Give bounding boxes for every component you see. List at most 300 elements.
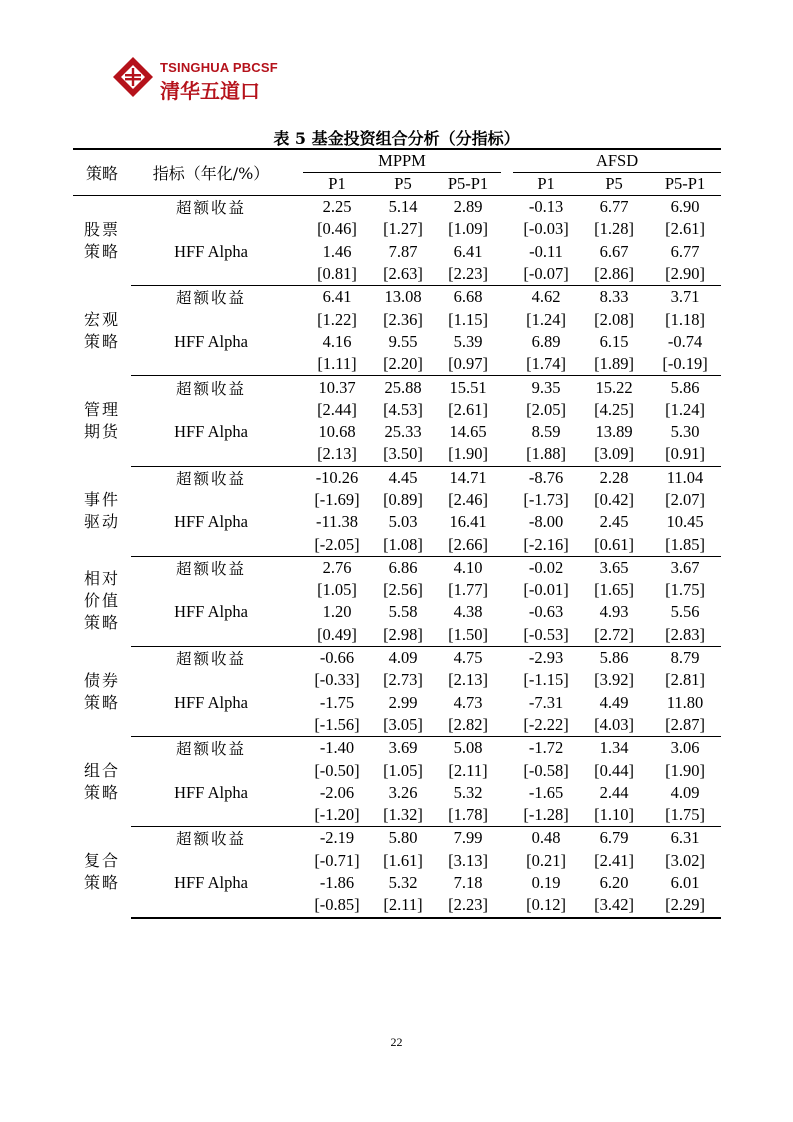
value-cell: -0.13 xyxy=(528,197,564,217)
t-stat-cell: [-0.71] xyxy=(314,850,360,870)
table-body xyxy=(73,196,721,918)
indicator-label: HFF Alpha xyxy=(174,602,248,622)
logo-emblem-icon xyxy=(112,56,154,98)
strategy-label-line: 宏观 xyxy=(83,309,120,329)
t-stat-cell: [1.74] xyxy=(513,353,579,376)
indicator-label: HFF Alpha xyxy=(174,422,248,442)
t-stat-cell: [2.81] xyxy=(665,670,705,690)
t-stat-cell: [0.12] xyxy=(513,894,579,917)
table-row xyxy=(73,533,721,556)
value-cell: 4.09 xyxy=(388,648,418,668)
strategy-label-line: 策略 xyxy=(83,613,120,633)
table-row xyxy=(73,827,721,850)
table-row xyxy=(73,489,721,511)
t-stat-cell: [3.42] xyxy=(579,894,649,917)
spacer-cell xyxy=(291,714,303,737)
spacer-cell xyxy=(291,376,303,399)
value-cell: 5.14 xyxy=(388,197,418,217)
spacer-cell xyxy=(501,353,513,376)
value-cell: 2.44 xyxy=(599,782,629,802)
t-stat-cell: [1.22] xyxy=(317,309,357,329)
indicator-label: 超额收益 xyxy=(175,740,246,759)
value-cell: 4.45 xyxy=(388,467,418,487)
t-stat-cell: [4.25] xyxy=(594,399,634,419)
spacer-cell xyxy=(291,533,303,556)
spacer-cell xyxy=(501,308,513,330)
t-stat-cell: [2.66] xyxy=(435,533,501,556)
t-stat-cell: [1.61] xyxy=(383,850,423,870)
value-cell: 4.62 xyxy=(531,287,561,307)
table-row xyxy=(73,511,721,533)
t-stat-cell: [2.20] xyxy=(371,353,435,376)
t-stat-cell: [1.11] xyxy=(303,353,371,376)
indicator-label xyxy=(131,714,291,737)
spacer-cell xyxy=(291,556,303,579)
spacer-cell xyxy=(291,196,303,219)
t-stat-cell: [2.41] xyxy=(594,850,634,870)
spacer-cell xyxy=(501,241,513,263)
t-stat-cell: [-1.28] xyxy=(513,804,579,827)
value-cell: 5.56 xyxy=(670,602,700,622)
value-cell: 8.59 xyxy=(531,422,561,442)
t-stat-cell: [-0.58] xyxy=(523,760,569,780)
table-row xyxy=(73,218,721,240)
indicator-label xyxy=(131,399,291,421)
value-cell: 2.76 xyxy=(322,557,352,577)
indicator-label: HFF Alpha xyxy=(174,692,248,712)
spacer-cell xyxy=(501,556,513,579)
value-cell: 6.79 xyxy=(599,828,629,848)
spacer-cell xyxy=(501,759,513,781)
spacer-cell xyxy=(291,782,303,804)
value-cell: 13.08 xyxy=(384,287,422,307)
t-stat-cell: [1.10] xyxy=(579,804,649,827)
value-cell: 5.80 xyxy=(388,828,418,848)
strategy-label-line: 策略 xyxy=(83,692,120,712)
spacer-cell xyxy=(291,443,303,466)
t-stat-cell: [2.23] xyxy=(435,263,501,286)
strategy-label-line: 策略 xyxy=(83,873,120,893)
value-cell: 3.65 xyxy=(599,557,629,577)
value-cell: -10.26 xyxy=(315,467,359,487)
t-stat-cell: [1.65] xyxy=(594,580,634,600)
t-stat-cell: [2.13] xyxy=(448,670,488,690)
indicator-label xyxy=(131,308,291,330)
t-stat-cell: [1.90] xyxy=(665,760,705,780)
spacer-cell xyxy=(291,850,303,872)
t-stat-cell: [1.90] xyxy=(435,443,501,466)
table-row xyxy=(73,308,721,330)
table-row xyxy=(73,579,721,601)
table-row xyxy=(73,353,721,376)
t-stat-cell: [1.77] xyxy=(448,580,488,600)
strategy-label-line: 债券 xyxy=(83,670,120,690)
table-row xyxy=(73,466,721,489)
value-cell: 1.34 xyxy=(599,738,629,758)
value-cell: -1.75 xyxy=(319,692,355,712)
indicator-label xyxy=(131,759,291,781)
t-stat-cell: [0.97] xyxy=(435,353,501,376)
logo-text-en: TSINGHUA PBCSF xyxy=(160,60,278,75)
t-stat-cell: [-0.33] xyxy=(314,670,360,690)
value-cell: 5.32 xyxy=(453,782,483,802)
indicator-label xyxy=(131,669,291,691)
spacer-cell xyxy=(291,827,303,850)
t-stat-cell: [-1.15] xyxy=(523,670,569,690)
spacer-cell xyxy=(501,782,513,804)
t-stat-cell: [1.85] xyxy=(649,533,721,556)
value-cell: 6.90 xyxy=(670,197,700,217)
t-stat-cell: [2.82] xyxy=(435,714,501,737)
t-stat-cell: [1.78] xyxy=(435,804,501,827)
value-cell: 6.20 xyxy=(599,873,629,893)
t-stat-cell: [2.44] xyxy=(317,399,357,419)
t-stat-cell: [2.08] xyxy=(594,309,634,329)
spacer-cell xyxy=(291,759,303,781)
value-cell: 2.28 xyxy=(599,467,629,487)
value-cell: 0.48 xyxy=(531,828,561,848)
value-cell: -1.40 xyxy=(319,738,355,758)
value-cell: 11.04 xyxy=(666,467,704,487)
t-stat-cell: [2.61] xyxy=(665,219,705,239)
t-stat-cell: [0.49] xyxy=(303,624,371,647)
indicator-label: 超额收益 xyxy=(175,830,246,849)
spacer-cell xyxy=(291,737,303,760)
t-stat-cell: [1.05] xyxy=(383,760,423,780)
strategy-label-line: 事件 xyxy=(83,490,120,510)
t-stat-cell: [3.09] xyxy=(579,443,649,466)
value-cell: 5.86 xyxy=(599,648,629,668)
strategy-cell xyxy=(73,196,131,286)
value-cell: 8.33 xyxy=(599,287,629,307)
value-cell: -0.11 xyxy=(529,241,563,261)
value-cell: 2.45 xyxy=(599,512,629,532)
table-row xyxy=(73,782,721,804)
spacer-cell xyxy=(291,399,303,421)
strategy-label-line: 管理 xyxy=(83,399,120,419)
value-cell: 14.71 xyxy=(449,467,487,487)
spacer-cell xyxy=(501,624,513,647)
t-stat-cell: [1.15] xyxy=(448,309,488,329)
t-stat-cell: [-0.07] xyxy=(513,263,579,286)
t-stat-cell: [-0.03] xyxy=(523,219,569,239)
col-header-indicator: 指标（年化/%） xyxy=(131,149,291,196)
value-cell: 1.46 xyxy=(322,241,352,261)
t-stat-cell: [2.83] xyxy=(649,624,721,647)
t-stat-cell: [-1.69] xyxy=(314,490,360,509)
value-cell: 4.38 xyxy=(453,602,483,622)
indicator-label: HFF Alpha xyxy=(174,873,248,893)
indicator-label: 超额收益 xyxy=(175,650,246,669)
spacer-cell xyxy=(501,714,513,737)
value-cell: 7.99 xyxy=(453,828,483,848)
value-cell: 9.35 xyxy=(531,377,561,397)
t-stat-cell: [-1.20] xyxy=(303,804,371,827)
spacer-cell xyxy=(291,263,303,286)
value-cell: 5.32 xyxy=(388,873,418,893)
strategy-label-line: 策略 xyxy=(83,331,120,351)
indicator-label: 超额收益 xyxy=(175,289,246,308)
t-stat-cell: [1.75] xyxy=(665,580,705,600)
spacer-cell xyxy=(291,669,303,691)
table-row xyxy=(73,646,721,669)
strategy-label-line: 复合 xyxy=(83,851,120,871)
spacer-cell xyxy=(501,533,513,556)
spacer-cell xyxy=(501,466,513,489)
t-stat-cell: [2.11] xyxy=(371,894,435,917)
value-cell: 6.86 xyxy=(388,557,418,577)
spacer-cell xyxy=(501,669,513,691)
value-cell: 15.22 xyxy=(595,377,633,397)
spacer-cell xyxy=(291,466,303,489)
spacer-cell xyxy=(501,443,513,466)
t-stat-cell: [0.81] xyxy=(303,263,371,286)
value-cell: -0.74 xyxy=(667,331,703,351)
value-cell: 5.30 xyxy=(670,422,700,442)
spacer-cell xyxy=(291,692,303,714)
spacer-cell xyxy=(291,646,303,669)
indicator-label xyxy=(131,894,291,917)
indicator-label xyxy=(131,353,291,376)
t-stat-cell: [2.11] xyxy=(448,760,488,780)
t-stat-cell: [2.29] xyxy=(649,894,721,917)
col-header-afsd-p5: P5 xyxy=(579,173,649,196)
indicator-label: HFF Alpha xyxy=(174,241,248,261)
table-row xyxy=(73,421,721,443)
table-row xyxy=(73,669,721,691)
strategy-label-line: 组合 xyxy=(83,760,120,780)
t-stat-cell: [2.90] xyxy=(649,263,721,286)
table-row xyxy=(73,624,721,647)
strategy-label-line: 期货 xyxy=(83,421,120,441)
indicator-label xyxy=(131,624,291,647)
spacer-cell xyxy=(501,601,513,623)
table-title: 表 5 基金投资组合分析（分指标） xyxy=(273,129,520,148)
value-cell: 7.18 xyxy=(453,873,483,893)
spacer-cell xyxy=(501,692,513,714)
value-cell: 14.65 xyxy=(449,422,487,442)
t-stat-cell: [3.02] xyxy=(665,850,705,870)
value-cell: -1.65 xyxy=(528,782,564,802)
spacer-cell xyxy=(291,241,303,263)
table-row xyxy=(73,759,721,781)
spacer-cell xyxy=(291,353,303,376)
t-stat-cell: [-1.73] xyxy=(523,490,569,509)
spacer-cell xyxy=(291,511,303,533)
table-row xyxy=(73,263,721,286)
t-stat-cell: [2.87] xyxy=(649,714,721,737)
value-cell: 3.26 xyxy=(388,782,418,802)
value-cell: 6.68 xyxy=(453,287,483,307)
t-stat-cell: [0.89] xyxy=(383,490,423,509)
spacer-cell xyxy=(291,308,303,330)
spacer-cell xyxy=(291,421,303,443)
spacer-cell xyxy=(291,872,303,894)
t-stat-cell: [4.53] xyxy=(383,399,423,419)
col-header-mppm-p5-p1: P5-P1 xyxy=(435,173,501,196)
spacer-cell xyxy=(501,872,513,894)
spacer-cell xyxy=(501,263,513,286)
spacer-cell xyxy=(501,421,513,443)
value-cell: -1.86 xyxy=(319,873,355,893)
t-stat-cell: [-0.50] xyxy=(314,760,360,780)
t-stat-cell: [3.50] xyxy=(371,443,435,466)
value-cell: -0.02 xyxy=(528,557,564,577)
value-cell: -2.06 xyxy=(319,782,355,802)
table-row xyxy=(73,894,721,917)
spacer-cell xyxy=(291,624,303,647)
t-stat-cell: [1.75] xyxy=(649,804,721,827)
t-stat-cell: [0.46] xyxy=(317,219,357,239)
value-cell: 4.75 xyxy=(453,648,483,668)
table-row xyxy=(73,556,721,579)
t-stat-cell: [-2.16] xyxy=(513,533,579,556)
t-stat-cell: [0.21] xyxy=(526,850,566,870)
t-stat-cell: [0.61] xyxy=(579,533,649,556)
value-cell: 5.08 xyxy=(453,738,483,758)
tsinghua-pbcsf-logo xyxy=(112,56,282,102)
table-row xyxy=(73,850,721,872)
t-stat-cell: [1.08] xyxy=(371,533,435,556)
table-row xyxy=(73,714,721,737)
spacer-cell xyxy=(501,489,513,511)
col-group-afsd: AFSD xyxy=(513,149,721,173)
spacer-cell xyxy=(291,489,303,511)
table-row xyxy=(73,196,721,219)
t-stat-cell: [-0.53] xyxy=(513,624,579,647)
strategy-label-line: 价值 xyxy=(83,591,120,611)
spacer-cell xyxy=(501,850,513,872)
strategy-label-line: 策略 xyxy=(83,241,120,261)
col-group-mppm: MPPM xyxy=(303,149,501,173)
spacer-cell xyxy=(501,646,513,669)
table-row xyxy=(73,443,721,466)
t-stat-cell: [-0.85] xyxy=(303,894,371,917)
t-stat-cell: [-0.19] xyxy=(649,353,721,376)
value-cell: 2.25 xyxy=(322,197,352,217)
t-stat-cell: [1.32] xyxy=(371,804,435,827)
value-cell: -2.93 xyxy=(528,648,564,668)
value-cell: 6.89 xyxy=(531,331,561,351)
t-stat-cell: [2.07] xyxy=(665,490,705,509)
value-cell: 6.67 xyxy=(599,241,629,261)
value-cell: 6.41 xyxy=(322,287,352,307)
table-row xyxy=(73,241,721,263)
spacer-cell xyxy=(291,804,303,827)
indicator-label xyxy=(131,489,291,511)
spacer-cell xyxy=(291,218,303,240)
table-row xyxy=(73,872,721,894)
spacer-cell xyxy=(501,286,513,309)
portfolio-table xyxy=(73,148,721,919)
spacer-cell xyxy=(501,804,513,827)
strategy-cell xyxy=(73,556,131,646)
table-row xyxy=(73,692,721,714)
t-stat-cell: [1.24] xyxy=(526,309,566,329)
spacer-cell xyxy=(291,331,303,353)
page-number: 22 xyxy=(390,1035,403,1049)
indicator-label xyxy=(131,804,291,827)
value-cell: 6.41 xyxy=(453,241,483,261)
t-stat-cell: [3.05] xyxy=(371,714,435,737)
spacer-cell xyxy=(501,331,513,353)
indicator-label: HFF Alpha xyxy=(174,782,248,802)
t-stat-cell: [0.44] xyxy=(594,760,634,780)
table-row xyxy=(73,331,721,353)
value-cell: 8.79 xyxy=(670,648,700,668)
table-row xyxy=(73,376,721,399)
t-stat-cell: [1.24] xyxy=(665,399,705,419)
value-cell: -2.19 xyxy=(319,828,355,848)
strategy-label-line: 相对 xyxy=(83,569,120,589)
spacer-cell xyxy=(501,894,513,917)
spacer-cell xyxy=(291,579,303,601)
t-stat-cell: [4.03] xyxy=(579,714,649,737)
spacer-cell xyxy=(501,737,513,760)
strategy-cell xyxy=(73,376,131,466)
t-stat-cell: [1.89] xyxy=(579,353,649,376)
t-stat-cell: [2.23] xyxy=(435,894,501,917)
spacer-cell xyxy=(501,511,513,533)
value-cell: -8.00 xyxy=(528,512,564,532)
value-cell: -0.66 xyxy=(319,648,355,668)
col-header-mppm-p1: P1 xyxy=(303,173,371,196)
table-row xyxy=(73,737,721,760)
col-header-afsd-p1: P1 xyxy=(513,173,579,196)
value-cell: 3.69 xyxy=(388,738,418,758)
value-cell: 2.89 xyxy=(453,197,483,217)
value-cell: 15.51 xyxy=(449,377,487,397)
t-stat-cell: [3.92] xyxy=(594,670,634,690)
indicator-label xyxy=(131,533,291,556)
strategy-label-line: 策略 xyxy=(83,782,120,802)
indicator-label xyxy=(131,579,291,601)
strategy-cell xyxy=(73,286,131,376)
value-cell: 16.41 xyxy=(449,512,487,532)
indicator-label xyxy=(131,850,291,872)
indicator-label xyxy=(131,218,291,240)
indicator-label: HFF Alpha xyxy=(174,512,248,532)
t-stat-cell: [2.36] xyxy=(383,309,423,329)
t-stat-cell: [1.18] xyxy=(665,309,705,329)
value-cell: 11.80 xyxy=(666,692,704,712)
t-stat-cell: [-0.01] xyxy=(523,580,569,600)
value-cell: -8.76 xyxy=(528,467,564,487)
spacer-cell xyxy=(501,196,513,219)
value-cell: 2.99 xyxy=(388,692,418,712)
t-stat-cell: [1.28] xyxy=(594,219,634,239)
spacer-cell xyxy=(291,894,303,917)
value-cell: 5.03 xyxy=(388,512,418,532)
t-stat-cell: [2.73] xyxy=(383,670,423,690)
t-stat-cell: [2.61] xyxy=(448,399,488,419)
value-cell: 13.89 xyxy=(595,422,633,442)
t-stat-cell: [-2.05] xyxy=(303,533,371,556)
table-row xyxy=(73,804,721,827)
value-cell: 1.20 xyxy=(322,602,352,622)
value-cell: 4.93 xyxy=(599,602,629,622)
t-stat-cell: [2.98] xyxy=(371,624,435,647)
table-row xyxy=(73,399,721,421)
spacer-cell xyxy=(501,399,513,421)
value-cell: 6.77 xyxy=(670,241,700,261)
indicator-label xyxy=(131,443,291,466)
t-stat-cell: [2.63] xyxy=(371,263,435,286)
value-cell: 25.33 xyxy=(384,422,422,442)
t-stat-cell: [-2.22] xyxy=(513,714,579,737)
value-cell: 3.67 xyxy=(670,557,700,577)
value-cell: 3.71 xyxy=(670,287,700,307)
